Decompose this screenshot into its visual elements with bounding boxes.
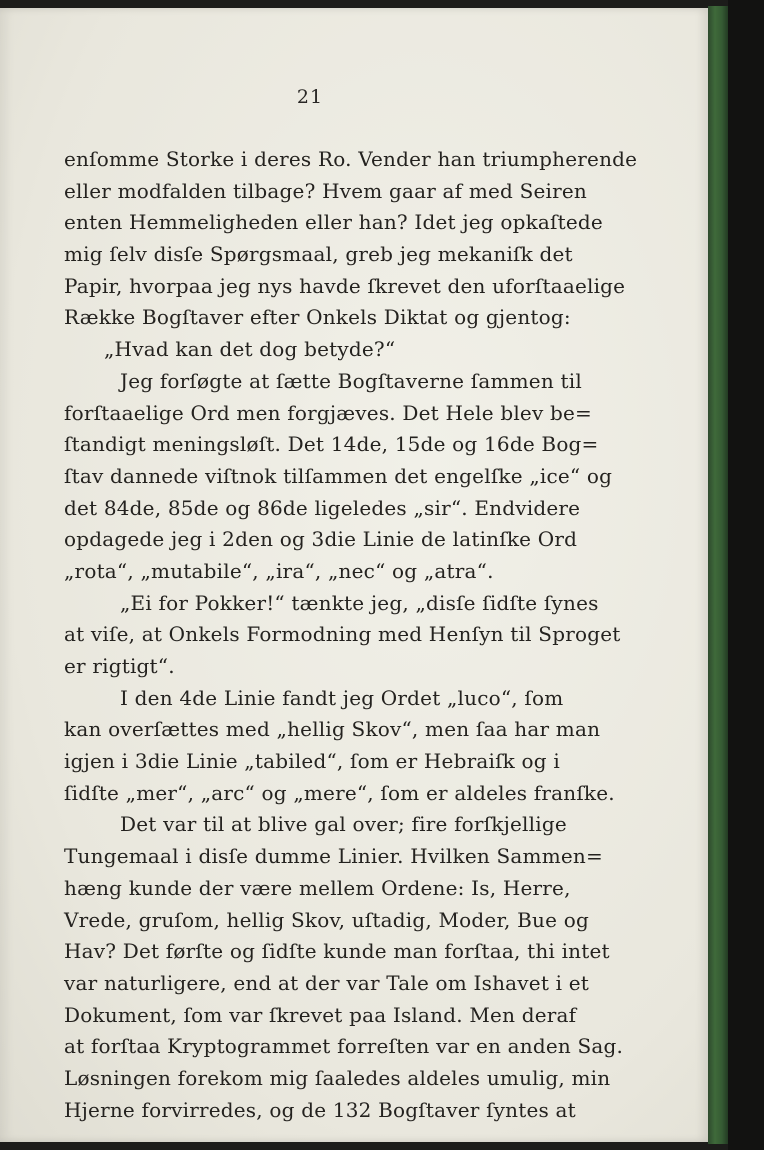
text-line: „Ei for Pokker!“ tænkte jeg, „disſe ſidſte ſynes — [120, 590, 599, 615]
text-line: eller modfalden tilbage? Hvem gaar af med Seiren — [64, 178, 587, 203]
page-number: 21 — [296, 86, 324, 108]
text-line: enſomme Storke i deres Ro. Vender han triumpherende — [64, 147, 638, 171]
text-line: er rigtigt“. — [64, 654, 175, 678]
text-line: I den 4de Linie fandt jeg Ordet „luco“, ſom — [120, 685, 564, 710]
text-line: Tungemaal i disſe dumme Linier. Hvilken Sammen= — [64, 844, 603, 869]
text-line: at forſtaa Kryptogrammet forreſten var en anden Sag. — [64, 1034, 624, 1059]
text-line: hæng kunde der være mellem Ordene: Is, Herre, — [64, 875, 571, 900]
book-page — [0, 8, 708, 1142]
text-line: Dokument, ſom var ſkrevet paa Island. Men deraf — [64, 1002, 577, 1027]
book-cover-edge — [708, 6, 728, 1144]
text-line: igjen i 3die Linie „tabiled“, ſom er Hebraiſk og i — [64, 749, 560, 774]
background-shadow — [728, 0, 764, 1150]
text-line: opdagede jeg i 2den og 3die Linie de latinſke Ord — [64, 527, 578, 552]
text-line: var naturligere, end at der var Tale om Ishavet i et — [64, 970, 590, 995]
text-line: „Hvad kan det dog betyde?“ — [104, 337, 396, 362]
text-line: „rota“, „mutabile“, „ira“, „nec“ og „atra“. — [64, 558, 494, 583]
text-line: Hjerne forvirredes, og de 132 Bogſtaver ſyntes at — [64, 1097, 576, 1122]
text-line: Jeg forſøgte at ſætte Bogſtaverne ſammen til — [120, 368, 582, 393]
text-line: Hav? Det førſte og ſidſte kunde man forſtaa, thi intet — [64, 939, 610, 964]
body-text — [64, 144, 638, 1126]
text-line: Række Bogſtaver efter Onkels Diktat og gjentog: — [64, 305, 571, 330]
text-line: Løsningen forekom mig ſaaledes aldeles umulig, min — [64, 1065, 611, 1090]
text-line: ſidſte „mer“, „arc“ og „mere“, ſom er aldeles franſke. — [64, 780, 615, 805]
text-line: enten Hemmeligheden eller han? Idet jeg opkaſtede — [64, 210, 603, 235]
text-line: kan overſættes med „hellig Skov“, men ſaa har man — [64, 717, 601, 742]
text-line: ſtav dannede viſtnok tilſammen det engelſke „ice“ og — [64, 463, 613, 488]
text-line: det 84de, 85de og 86de ligeledes „sir“. Endvidere — [64, 495, 581, 520]
text-line: Det var til at blive gal over; fire forſkjellige — [120, 812, 567, 837]
text-line: forſtaaelige Ord men forgjæves. Det Hele blev be= — [64, 400, 593, 425]
text-line: mig ſelv disſe Spørgsmaal, greb jeg mekaniſk det — [64, 242, 573, 267]
text-line: Papir, hvorpaa jeg nys havde ſkrevet den uforſtaaelige — [64, 273, 626, 298]
text-line: Vrede, gruſom, hellig Skov, uſtadig, Moder, Bue og — [64, 907, 589, 932]
text-line: at viſe, at Onkels Formodning med Henſyn til Sproget — [64, 622, 621, 647]
text-line: ſtandigt meningsløſt. Det 14de, 15de og 16de Bog= — [64, 432, 599, 457]
